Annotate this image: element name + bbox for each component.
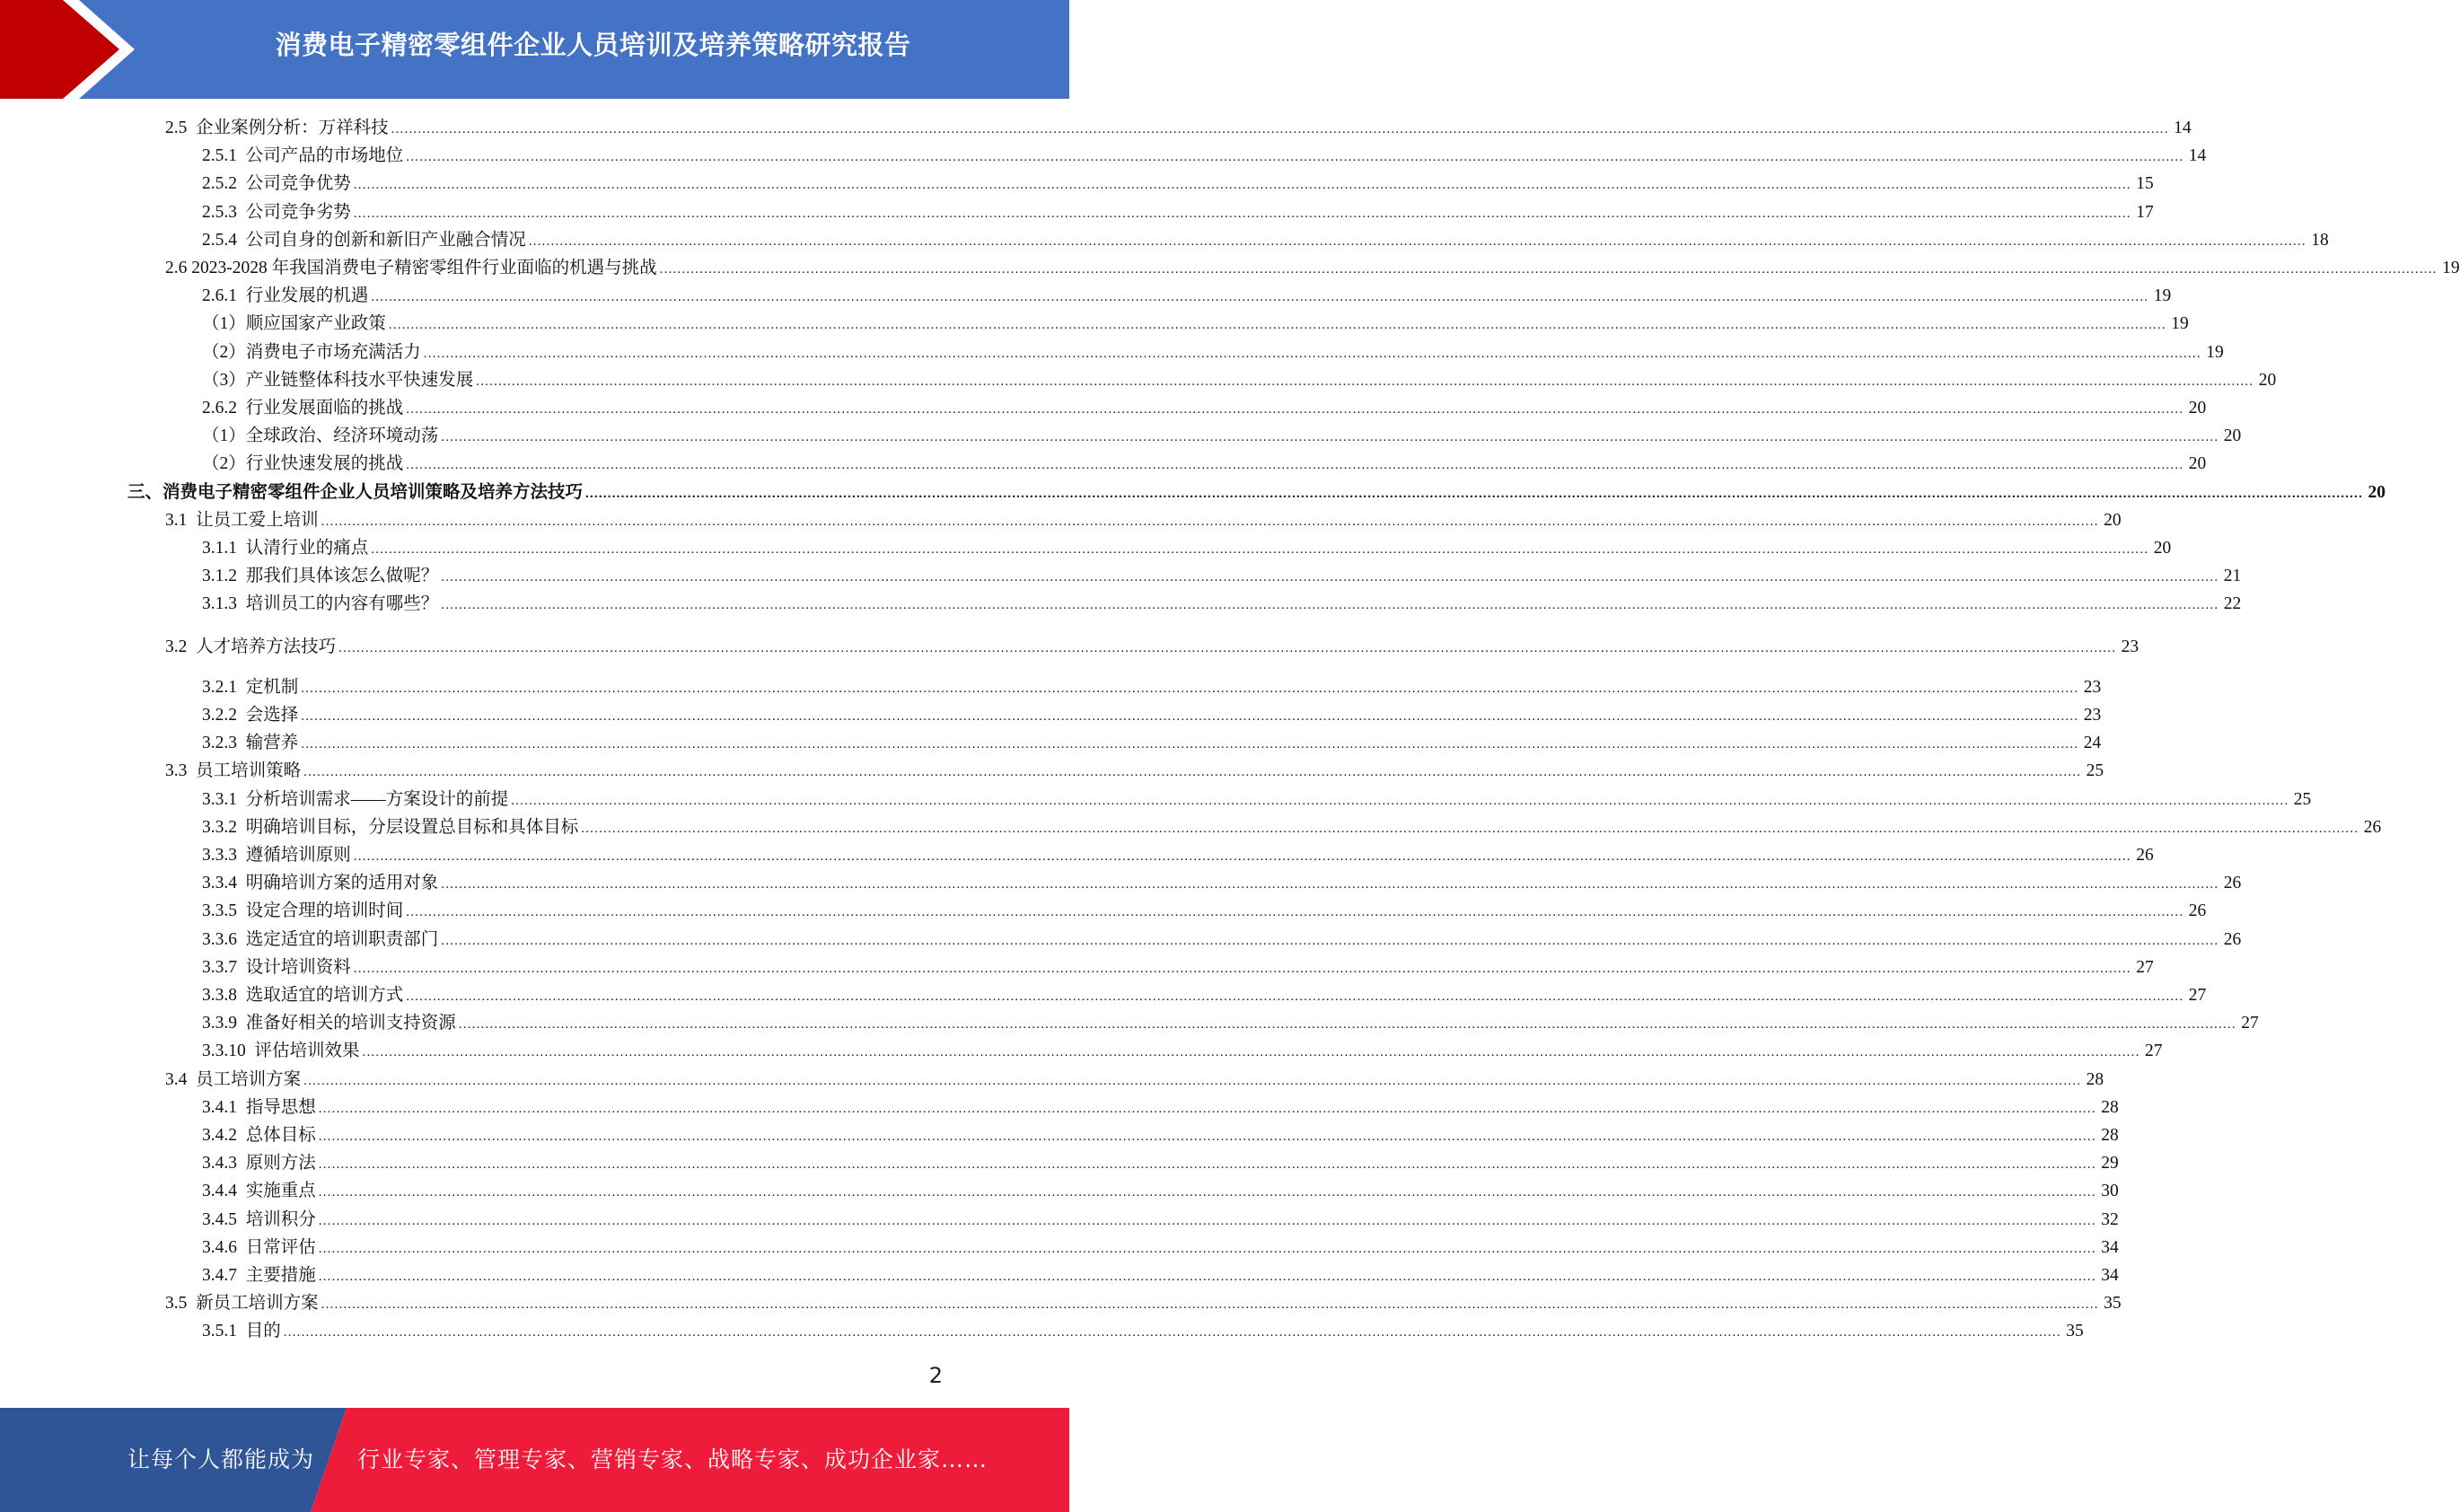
toc-entry-page: 23	[2083, 706, 2102, 725]
toc-entry-page: 27	[2241, 1014, 2259, 1033]
toc-entry-page: 18	[2311, 230, 2329, 250]
toc-entry-label: 2.6 2023-2028 年我国消费电子精密零组件行业面临的机遇与挑战	[165, 259, 657, 277]
toc-entry-label: 3.3.7 设计培训资料	[202, 957, 351, 977]
toc-entry-page: 20	[2223, 426, 2242, 446]
toc-entry[interactable]	[0, 676, 2102, 699]
toc-entry-label: 3.4.4 实施重点	[202, 1182, 316, 1201]
toc-leader-dots: ................................................................................................................................................................................................................................................................................................................................................................................................................	[338, 640, 2117, 655]
toc-entry[interactable]	[0, 788, 2312, 812]
toc-entry-label: 3.4 员工培训方案	[165, 1069, 302, 1089]
toc-entry-label: 3.2.3 输营养	[202, 734, 299, 753]
toc-entry-label: 3.5.1 目的	[202, 1322, 281, 1341]
toc-entry-page: 20	[2153, 539, 2172, 558]
toc-leader-dots: ................................................................................................................................................................................................................................................................................................................................................................................................................	[303, 765, 2082, 780]
toc-entry-page: 20	[2188, 399, 2207, 418]
toc-entry[interactable]	[0, 453, 2207, 476]
toc-entry[interactable]	[0, 816, 2382, 840]
toc-entry[interactable]	[0, 369, 2277, 392]
toc-entry-label: 2.6.1 行业发展的机遇	[202, 286, 369, 306]
toc-leader-dots: ................................................................................................................................................................................................................................................................................................................................................................................................................	[371, 542, 2149, 557]
toc-leader-dots: ................................................................................................................................................................................................................................................................................................................................................................................................................	[318, 1130, 2096, 1144]
toc-entry-page: 20	[2104, 510, 2122, 530]
toc-entry[interactable]	[0, 312, 2189, 336]
toc-entry-page: 19	[2171, 314, 2189, 334]
toc-entry[interactable]	[0, 1236, 2119, 1260]
toc-leader-dots: ................................................................................................................................................................................................................................................................................................................................................................................................................	[283, 1325, 2061, 1341]
toc-leader-dots: ................................................................................................................................................................................................................................................................................................................................................................................................................	[391, 122, 2169, 136]
toc-entry[interactable]	[0, 565, 2242, 588]
toc-leader-dots: ................................................................................................................................................................................................................................................................................................................................................................................................................	[441, 598, 2219, 613]
toc-leader-dots: ................................................................................................................................................................................................................................................................................................................................................................................................................	[318, 1185, 2096, 1200]
toc-leader-dots: ................................................................................................................................................................................................................................................................................................................................................................................................................	[441, 877, 2219, 892]
toc-entry-label: 3.4.2 总体目标	[202, 1126, 316, 1145]
toc-entry-page: 20	[2368, 482, 2386, 502]
toc-leader-dots: ................................................................................................................................................................................................................................................................................................................................................................................................................	[476, 374, 2254, 389]
toc-entry[interactable]	[0, 900, 2207, 923]
toc-leader-dots: ................................................................................................................................................................................................................................................................................................................................................................................................................	[318, 1213, 2096, 1228]
toc-entry-page: 29	[2101, 1154, 2119, 1174]
report-title: 消费电子精密零组件企业人员培训及培养策略研究报告	[275, 30, 911, 60]
toc-entry[interactable]	[0, 732, 2102, 755]
toc-entry[interactable]	[0, 425, 2242, 448]
toc-entry[interactable]	[0, 1292, 2122, 1315]
toc-entry[interactable]	[0, 201, 2154, 224]
toc-entry-page: 27	[2136, 957, 2154, 977]
toc-entry-page: 32	[2101, 1209, 2119, 1229]
toc-entry[interactable]	[0, 636, 2139, 659]
toc-entry[interactable]	[0, 257, 2460, 280]
toc-entry-page: 21	[2223, 567, 2242, 586]
toc-leader-dots: ................................................................................................................................................................................................................................................................................................................................................................................................................	[353, 206, 2131, 221]
toc-entry[interactable]	[0, 1152, 2119, 1175]
toc-entry[interactable]	[0, 341, 2224, 365]
toc-entry-page: 26	[2223, 874, 2242, 893]
toc-entry-page: 26	[2223, 929, 2242, 949]
toc-entry-label: 3.1.3 培训员工的内容有哪些？	[202, 594, 439, 614]
footer-roles: 行业专家、管理专家、营销专家、战略专家、成功企业家……	[357, 1446, 988, 1472]
toc-entry[interactable]	[0, 956, 2154, 980]
toc-leader-dots: ................................................................................................................................................................................................................................................................................................................................................................................................................	[353, 849, 2131, 864]
toc-entry-page: 35	[2066, 1322, 2084, 1341]
toc-entry-label: （2）消费电子市场充满活力	[202, 342, 421, 362]
toc-entry[interactable]	[0, 1012, 2259, 1035]
toc-entry[interactable]	[0, 229, 2329, 252]
toc-entry-label: 3.2.2 会选择	[202, 706, 299, 725]
toc-leader-dots: ................................................................................................................................................................................................................................................................................................................................................................................................................	[388, 318, 2166, 333]
toc-entry-label: 3.3.5 设定合理的培训时间	[202, 901, 404, 921]
toc-entry[interactable]	[0, 1040, 2163, 1063]
toc-leader-dots: ................................................................................................................................................................................................................................................................................................................................................................................................................	[406, 905, 2184, 920]
toc-leader-dots: ................................................................................................................................................................................................................................................................................................................................................................................................................	[301, 709, 2079, 724]
toc-leader-dots: ................................................................................................................................................................................................................................................................................................................................................................................................................	[406, 458, 2184, 473]
toc-entry-label: 3.3.10 评估培训效果	[202, 1042, 360, 1061]
toc-entry[interactable]	[0, 397, 2207, 420]
toc-entry[interactable]	[0, 1096, 2119, 1120]
toc-leader-dots: ................................................................................................................................................................................................................................................................................................................................................................................................................	[659, 262, 2438, 277]
toc-entry-label: 3.4.7 主要措施	[202, 1266, 316, 1285]
toc-entry-page: 26	[2188, 901, 2207, 921]
toc-entry-page: 19	[2442, 259, 2460, 277]
toc-entry-page: 23	[2121, 637, 2139, 656]
toc-entry-label: （3）产业链整体科技水平快速发展	[202, 370, 474, 390]
toc-entry-page: 27	[2188, 986, 2207, 1005]
toc-entry[interactable]	[0, 285, 2172, 308]
toc-entry-label: 3.4.6 日常评估	[202, 1237, 316, 1257]
toc-entry-page: 26	[2136, 846, 2154, 865]
toc-entry-label: （1）顺应国家产业政策	[202, 314, 386, 334]
toc-leader-dots: ................................................................................................................................................................................................................................................................................................................................................................................................................	[321, 514, 2099, 529]
toc-entry-label: 3.3 员工培训策略	[165, 761, 302, 781]
toc-leader-dots: ................................................................................................................................................................................................................................................................................................................................................................................................................	[371, 290, 2149, 305]
toc-entry[interactable]	[0, 984, 2207, 1007]
toc-entry-label: 3.2.1 定机制	[202, 677, 299, 697]
toc-leader-dots: ................................................................................................................................................................................................................................................................................................................................................................................................................	[353, 178, 2131, 193]
toc-entry-page: 25	[2086, 761, 2104, 781]
toc-leader-dots: ................................................................................................................................................................................................................................................................................................................................................................................................................	[441, 933, 2219, 948]
toc-entry-label: （2）行业快速发展的挑战	[202, 454, 404, 474]
toc-entry-page: 14	[2174, 119, 2192, 137]
toc-entry-label: 3.3.8 选取适宜的培训方式	[202, 986, 404, 1005]
toc-leader-dots: ................................................................................................................................................................................................................................................................................................................................................................................................................	[301, 737, 2079, 752]
toc-entry[interactable]	[0, 1180, 2119, 1203]
toc-entry-page: 25	[2293, 789, 2312, 809]
toc-leader-dots: ................................................................................................................................................................................................................................................................................................................................................................................................................	[303, 1073, 2082, 1088]
toc-entry[interactable]	[0, 760, 2104, 783]
toc-entry-page: 19	[2153, 286, 2172, 306]
toc-leader-dots: ................................................................................................................................................................................................................................................................................................................................................................................................................	[406, 402, 2184, 417]
toc-entry-page: 23	[2083, 677, 2102, 697]
toc-entry-label: 3.3.2 明确培训目标，分层设置总目标和具体目标	[202, 817, 579, 837]
toc-entry-label: 3.3.3 遵循培训原则	[202, 846, 351, 865]
toc-leader-dots: ................................................................................................................................................................................................................................................................................................................................................................................................................	[441, 570, 2219, 585]
toc-entry[interactable]	[0, 172, 2154, 196]
toc-entry-page: 14	[2188, 146, 2207, 166]
toc-leader-dots: ................................................................................................................................................................................................................................................................................................................................................................................................................	[406, 150, 2184, 165]
toc-entry-label: 2.5.2 公司竞争优势	[202, 174, 351, 194]
footer-slogan: 让每个人都能成为	[127, 1446, 315, 1472]
toc-entry-label: 3.1 让员工爱上培训	[165, 510, 319, 530]
toc-entry[interactable]	[0, 537, 2172, 560]
toc-entry-page: 28	[2101, 1097, 2119, 1117]
toc-entry[interactable]	[0, 117, 2192, 140]
toc-entry-label: 3.4.1 指导思想	[202, 1097, 316, 1117]
toc-leader-dots: ................................................................................................................................................................................................................................................................................................................................................................................................................	[528, 233, 2306, 249]
toc-entry-label: 3.4.3 原则方法	[202, 1154, 316, 1174]
toc-entry[interactable]	[0, 928, 2242, 952]
toc-entry-label: 3.3.9 准备好相关的培训支持资源	[202, 1014, 456, 1033]
toc-leader-dots: ................................................................................................................................................................................................................................................................................................................................................................................................................	[318, 1157, 2096, 1173]
toc-entry-label: 3.1.2 那我们具体该怎么做呢？	[202, 567, 439, 586]
toc-entry-label: 3.2 人才培养方法技巧	[165, 637, 337, 656]
toc-entry-page: 22	[2223, 594, 2242, 614]
toc-leader-dots: ................................................................................................................................................................................................................................................................................................................................................................................................................	[318, 1241, 2096, 1256]
toc-entry-label: 2.5.1 公司产品的市场地位	[202, 146, 404, 166]
toc-entry[interactable]	[0, 1124, 2119, 1147]
toc-entry-page: 34	[2101, 1266, 2119, 1285]
toc-leader-dots: ................................................................................................................................................................................................................................................................................................................................................................................................................	[585, 486, 2364, 501]
toc-entry[interactable]	[0, 1068, 2104, 1092]
toc-leader-dots: ................................................................................................................................................................................................................................................................................................................................................................................................................	[301, 681, 2079, 696]
toc-entry-label: 3.3.6 选定适宜的培训职责部门	[202, 929, 439, 949]
toc-entry-page: 27	[2145, 1042, 2163, 1061]
toc-leader-dots: ................................................................................................................................................................................................................................................................................................................................................................................................................	[458, 1017, 2236, 1033]
toc-entry-label: 3.4.5 培训积分	[202, 1209, 316, 1229]
toc-entry[interactable]	[0, 1264, 2119, 1288]
toc-entry-page: 15	[2136, 174, 2154, 194]
toc-entry-label: 3.1.1 认清行业的痛点	[202, 539, 369, 558]
toc-entry[interactable]	[0, 593, 2242, 616]
toc-leader-dots: ................................................................................................................................................................................................................................................................................................................................................................................................................	[441, 430, 2219, 445]
toc-entry-page: 28	[2086, 1069, 2104, 1089]
toc-entry-label: 3.3.4 明确培训方案的适用对象	[202, 874, 439, 893]
toc-entry-page: 19	[2206, 342, 2224, 362]
toc-leader-dots: ................................................................................................................................................................................................................................................................................................................................................................................................................	[321, 1297, 2099, 1313]
toc-entry-label: 2.5.3 公司竞争劣势	[202, 202, 351, 222]
toc-leader-dots: ................................................................................................................................................................................................................................................................................................................................................................................................................	[581, 821, 2359, 836]
toc-entry-page: 30	[2101, 1182, 2119, 1201]
toc-entry-page: 20	[2188, 454, 2207, 474]
toc-entry-page: 17	[2136, 202, 2154, 222]
page-footer	[0, 1408, 1069, 1512]
toc-entry[interactable]	[0, 1209, 2119, 1232]
toc-entry[interactable]	[0, 145, 2207, 168]
toc-entry[interactable]	[0, 844, 2154, 867]
toc-leader-dots: ................................................................................................................................................................................................................................................................................................................................................................................................................	[362, 1045, 2140, 1060]
toc-leader-dots: ................................................................................................................................................................................................................................................................................................................................................................................................................	[423, 346, 2201, 361]
toc-entry-label: 三、消费电子精密零组件企业人员培训策略及培养方法技巧	[127, 482, 584, 502]
toc-entry[interactable]	[0, 1320, 2084, 1343]
toc-entry[interactable]	[0, 704, 2102, 727]
toc-entry-page: 24	[2083, 734, 2102, 753]
toc-entry-page: 28	[2101, 1126, 2119, 1145]
toc-entry-label: 3.5 新员工培训方案	[165, 1294, 319, 1314]
toc-entry-page: 26	[2363, 817, 2382, 837]
toc-entry-label: 3.3.1 分析培训需求——方案设计的前提	[202, 789, 509, 809]
toc-entry-label: 2.6.2 行业发展面临的挑战	[202, 399, 404, 418]
toc-entry-label: 2.5 企业案例分析：万祥科技	[165, 119, 389, 137]
toc-entry-label: 2.5.4 公司自身的创新和新旧产业融合情况	[202, 230, 526, 250]
toc-leader-dots: ................................................................................................................................................................................................................................................................................................................................................................................................................	[318, 1101, 2096, 1116]
page-number: 2	[928, 1363, 943, 1388]
toc-leader-dots: ................................................................................................................................................................................................................................................................................................................................................................................................................	[318, 1270, 2096, 1284]
toc-leader-dots: ................................................................................................................................................................................................................................................................................................................................................................................................................	[353, 961, 2131, 976]
toc-entry[interactable]	[0, 872, 2242, 895]
toc-entry-page: 35	[2104, 1294, 2122, 1314]
toc-entry-page: 20	[2258, 370, 2277, 390]
toc-entry[interactable]	[0, 509, 2122, 532]
toc-entry-label: （1）全球政治、经济环境动荡	[202, 426, 439, 446]
toc-entry-page: 34	[2101, 1237, 2119, 1257]
toc-leader-dots: ................................................................................................................................................................................................................................................................................................................................................................................................................	[511, 793, 2289, 808]
toc-entry[interactable]	[0, 481, 2386, 505]
toc-leader-dots: ................................................................................................................................................................................................................................................................................................................................................................................................................	[406, 989, 2184, 1004]
